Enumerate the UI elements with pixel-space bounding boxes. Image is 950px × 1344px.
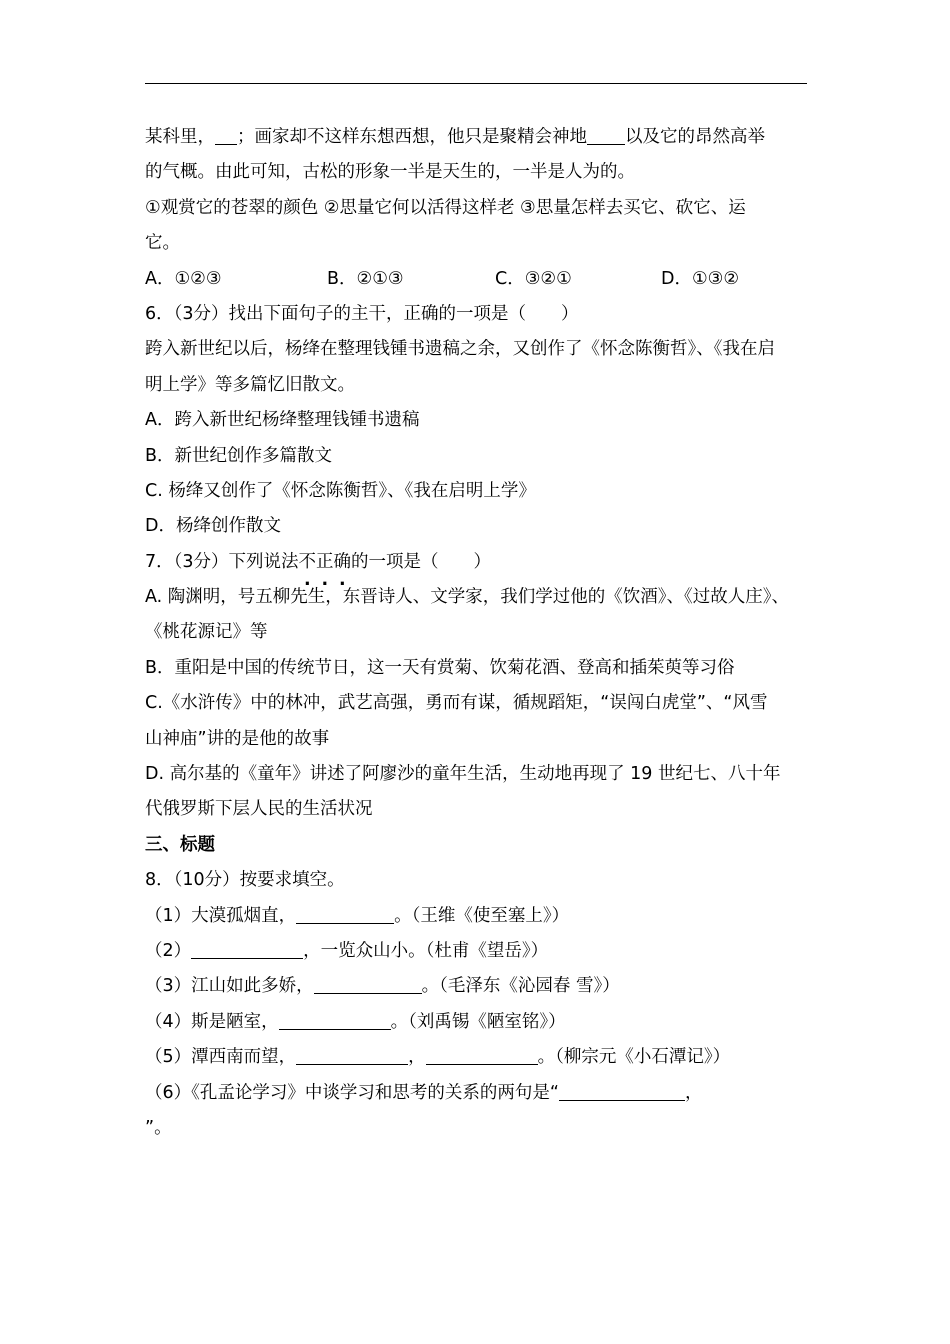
q7-option-d-line-1[interactable]: D. 高尔基的《童年》讲述了阿廖沙的童年生活，生动地再现了 19 世纪七、八十年	[145, 764, 781, 785]
answer-blank[interactable]	[314, 973, 422, 994]
emphasis-char: 确	[333, 551, 352, 572]
text: 。（柳宗元《小石潭记》）	[537, 1047, 731, 1068]
text: （4）斯是陋室，	[145, 1011, 279, 1032]
q6-sentence-2: 明上学》等多篇忆旧散文。	[145, 374, 355, 395]
text: 以及它的昂然高举	[625, 127, 765, 147]
section-heading: 三、标题	[145, 834, 215, 855]
document-body	[145, 120, 807, 1146]
blank[interactable]	[587, 124, 625, 145]
answer-blank[interactable]	[296, 1044, 408, 1065]
q5-option-a[interactable]: A．①②③	[145, 268, 222, 289]
answer-blank[interactable]	[279, 1009, 391, 1030]
q8-item-2	[145, 934, 807, 969]
q8-item-3	[145, 969, 807, 1004]
text: 。（毛泽东《沁园春 雪》）	[421, 976, 620, 997]
text: 的一项是（ ）	[351, 551, 492, 572]
q7-option-c-line-1[interactable]: C.《水浒传》中的林冲，武艺高强，勇而有谋，循规蹈矩，“误闯白虎堂”、“风雪	[145, 693, 768, 714]
answer-blank[interactable]	[426, 1044, 538, 1065]
text: 。（王维《使至塞上》）	[394, 905, 570, 926]
text: ，	[408, 1047, 426, 1068]
q5-line-1	[145, 120, 807, 155]
answer-blank[interactable]	[559, 1080, 685, 1101]
text: （6）《孔孟论学习》中谈学习和思考的关系的两句是“	[145, 1082, 559, 1103]
q5-option-d[interactable]: D．①③②	[661, 268, 740, 289]
q5-option-c[interactable]: C．③②①	[495, 268, 572, 289]
q8-item-4	[145, 1005, 807, 1040]
q6-sentence-1: 跨入新世纪以后，杨绛在整理钱锺书遗稿之余，又创作了《怀念陈衡哲》、《我在启	[145, 339, 775, 360]
q8-item-1	[145, 899, 807, 934]
q7-option-a-line-2[interactable]: 《桃花源记》等	[145, 622, 268, 643]
q5-line-2: 的气概。由此可知，古松的形象一半是天生的，一半是人为的。	[145, 162, 635, 183]
text: （5）潭西南而望，	[145, 1047, 297, 1068]
text: ，	[684, 1082, 703, 1103]
q6-option-a[interactable]: A．跨入新世纪杨绛整理钱锺书遗稿	[145, 410, 420, 431]
q5-options	[145, 262, 807, 297]
q8-item-6-end: ”。	[145, 1117, 172, 1138]
q7-option-c-line-2[interactable]: 山神庙”讲的是他的故事	[145, 728, 330, 749]
text: （2）	[145, 940, 192, 961]
text: 。（刘禹锡《陋室铭》）	[390, 1011, 566, 1032]
q8-item-6	[145, 1076, 807, 1111]
q6-option-c[interactable]: C. 杨绛又创作了《怀念陈衡哲》、《我在启明上学》	[145, 480, 536, 501]
q5-line-4: 它。	[145, 233, 180, 254]
answer-blank[interactable]	[296, 903, 394, 924]
header-rule	[145, 83, 807, 84]
q5-option-b[interactable]: B．②①③	[327, 268, 404, 289]
emphasis-char: 不	[298, 551, 317, 572]
q7-option-d-line-2[interactable]: 代俄罗斯下层人民的生活状况	[145, 799, 373, 820]
text: 7．（3分）下列说法	[145, 551, 299, 572]
q8-item-5	[145, 1040, 807, 1075]
q6-option-d[interactable]: D．杨绛创作散文	[145, 516, 281, 537]
emphasis-char: 正	[316, 551, 334, 572]
q7-stem	[145, 545, 807, 580]
text: ，一览众山小。（杜甫《望岳》）	[303, 940, 549, 961]
q7-option-a-line-1[interactable]: A. 陶渊明，号五柳先生，东晋诗人、文学家，我们学过他的《饮酒》、《过故人庄》、	[145, 587, 790, 608]
text: （3）江山如此多娇，	[145, 976, 314, 997]
q5-line-3: ①观赏它的苍翠的颜色 ②思量它何以活得这样老 ③思量怎样去买它、砍它、运	[145, 197, 746, 218]
q8-stem: 8．（10分）按要求填空。	[145, 870, 345, 891]
blank[interactable]	[215, 124, 237, 145]
answer-blank[interactable]	[191, 938, 303, 959]
q6-option-b[interactable]: B．新世纪创作多篇散文	[145, 445, 333, 466]
text: （1）大漠孤烟直，	[145, 905, 297, 926]
text: 某科里，	[145, 127, 215, 147]
q7-option-b[interactable]: B．重阳是中国的传统节日，这一天有赏菊、饮菊花酒、登高和插茱萸等习俗	[145, 657, 735, 678]
q6-stem: 6．（3分）找出下面句子的主干，正确的一项是（ ）	[145, 303, 579, 324]
text: ；画家却不这样东想西想，他只是聚精会神地	[237, 127, 587, 147]
